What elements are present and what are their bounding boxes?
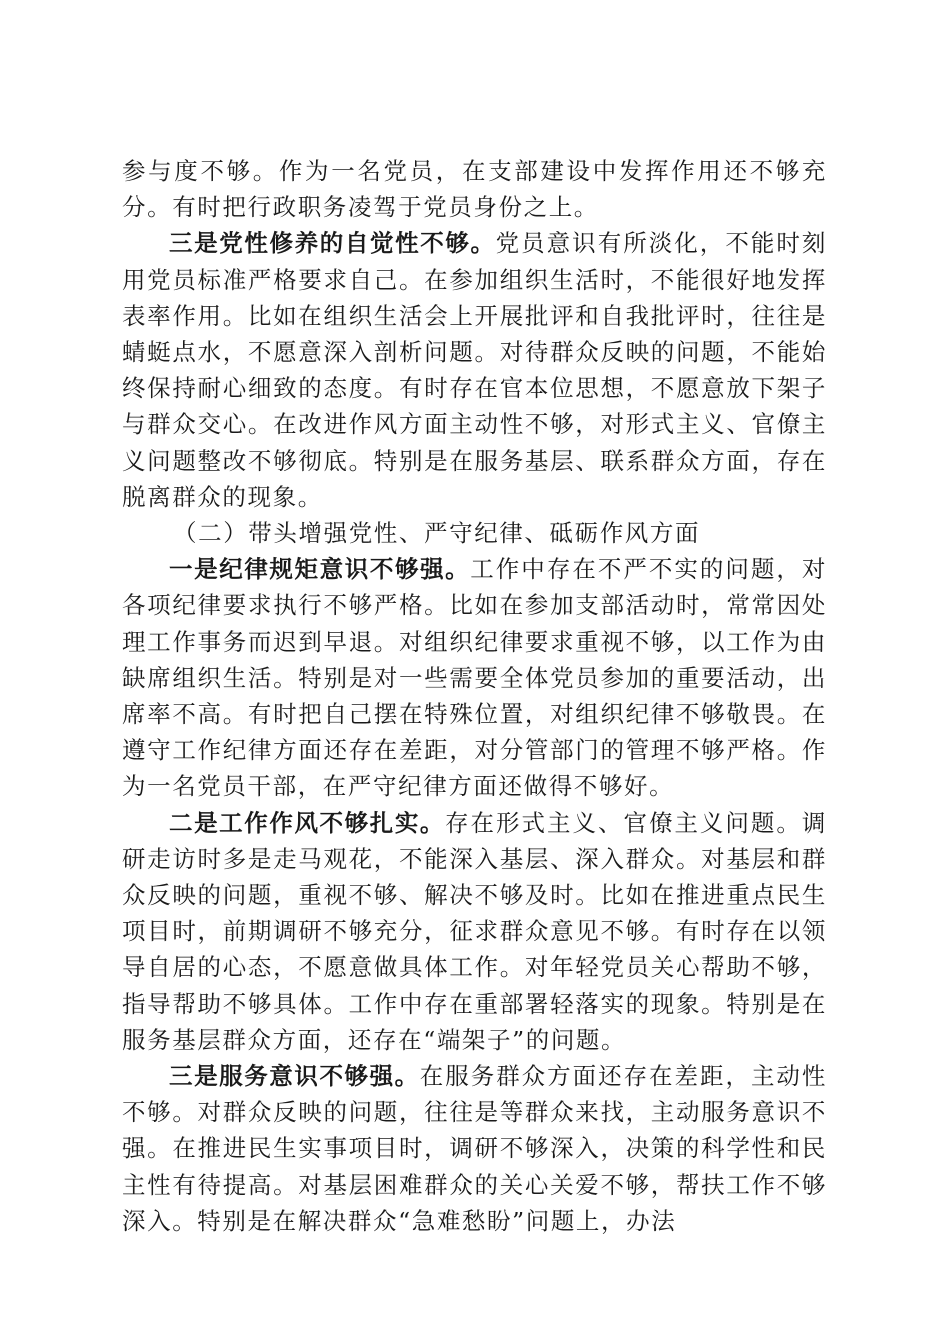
paragraph-lead: 三是党性修养的自觉性不够。 bbox=[169, 229, 496, 258]
paragraph-text: 党员意识有所淡化，不能时刻用党员标准严格要求自己。在参加组织生活时，不能很好地发挥表率作用。比如在组织生活会上开展批评和自我批评时，往往是蜻蜓点水，不愿意深入剖析问题。对待群众反映的问题，不能始终保持耐心细致的态度。有时存在官本位思想，不愿意放下架子与群众交心。在改进作风方面主动性不够，对形式主义、官僚主义问题整改不够彻底。特别是在服务基层、联系群众方面，存在脱离群众的现象。 bbox=[122, 229, 827, 511]
document-body bbox=[122, 153, 827, 1239]
paragraph-text: 参与度不够。作为一名党员，在支部建设中发挥作用还不够充分。有时把行政职务凌驾于党员身份之上。 bbox=[122, 157, 827, 222]
paragraph-discipline bbox=[122, 551, 827, 804]
paragraph-text: 存在形式主义、官僚主义问题。调研走访时多是走马观花，不能深入基层、深入群众。对基层和群众反映的问题，重视不够、解决不够及时。比如在推进重点民生项目时，前期调研不够充分，征求群众意见不够。有时存在以领导自居的心态，不愿意做具体工作。对年轻党员关心帮助不够，指导帮助不够具体。工作中存在重部署轻落实的现象。特别是在服务基层群众方面，还存在“端架子”的问题。 bbox=[122, 808, 828, 1054]
paragraph-service bbox=[122, 1058, 827, 1239]
paragraph-lead: 三是服务意识不够强。 bbox=[169, 1062, 420, 1091]
section-heading: （二）带头增强党性、严守纪律、砥砺作风方面 bbox=[173, 519, 701, 548]
paragraph-text: 工作中存在不严不实的问题，对各项纪律要求执行不够严格。比如在参加支部活动时，常常因处理工作事务而迟到早退。对组织纪律要求重视不够，以工作为由缺席组织生活。特别是对一些需要全体党员参加的重要活动，出席率不高。有时把自己摆在特殊位置，对组织纪律不够敬畏。在遵守工作纪律方面还存在差距，对分管部门的管理不够严格。作为一名党员干部，在严守纪律方面还做得不够好。 bbox=[122, 555, 827, 801]
paragraph-party-spirit bbox=[122, 225, 827, 515]
paragraph-lead: 一是纪律规矩意识不够强。 bbox=[169, 555, 471, 584]
paragraph-lead: 二是工作作风不够扎实。 bbox=[169, 808, 446, 837]
paragraph-text: 在服务群众方面还存在差距，主动性不够。对群众反映的问题，往往是等群众来找，主动服务意识不强。在推进民生实事项目时，调研不够深入，决策的科学性和民主性有待提高。对基层困难群众的关心关爱不够，帮扶工作不够深入。特别是在解决群众“急难愁盼”问题上，办法 bbox=[122, 1062, 827, 1235]
paragraph-work-style bbox=[122, 805, 827, 1058]
paragraph-continuation bbox=[122, 153, 827, 225]
